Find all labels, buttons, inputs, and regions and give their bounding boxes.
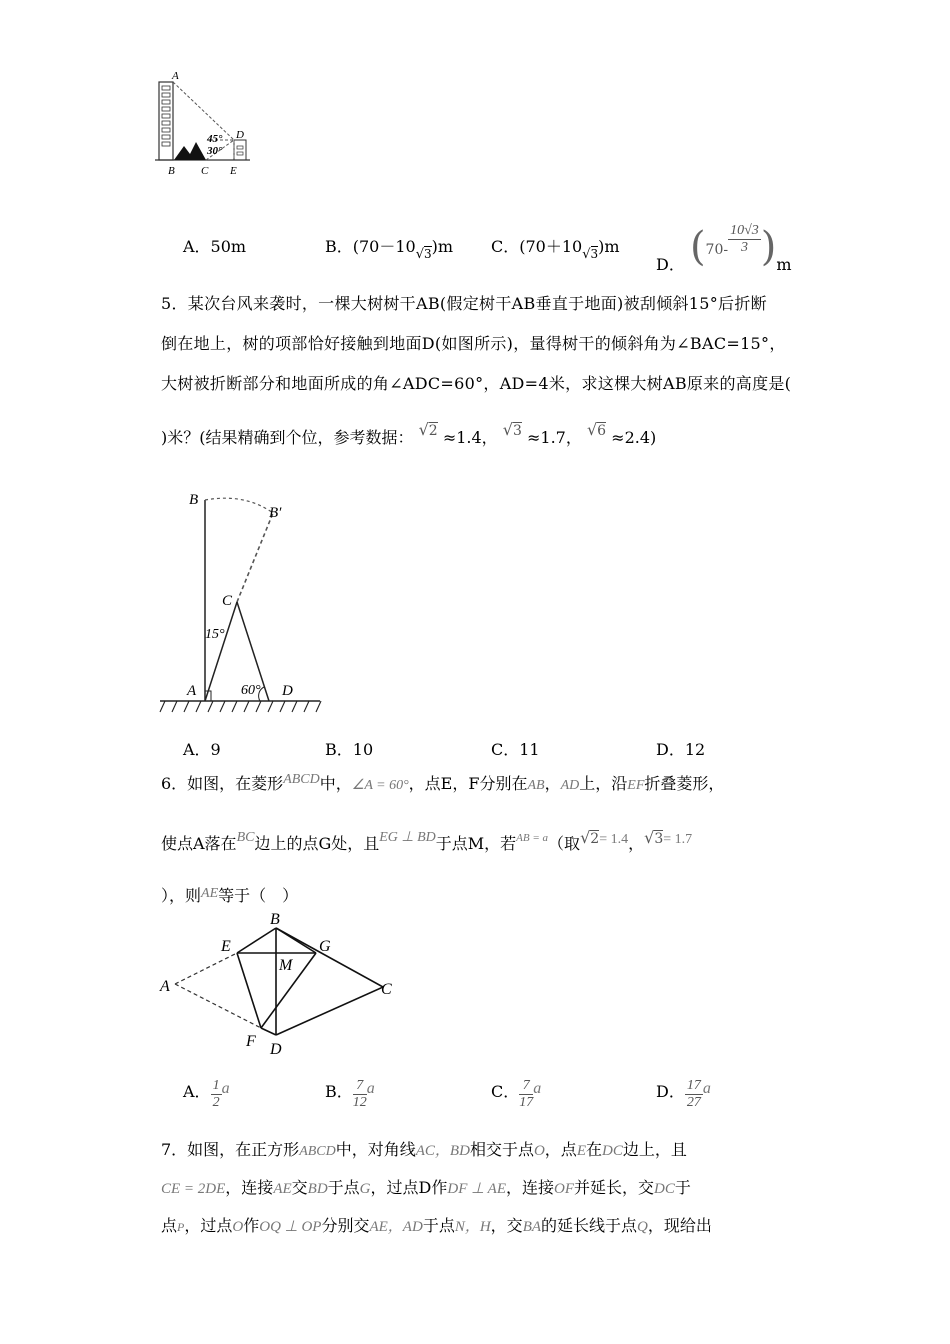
q5-figure: [155, 485, 330, 720]
q5-label-d: D: [282, 683, 293, 699]
q5-angle-60: 60°: [241, 683, 261, 698]
q5-angle-15: 15°: [205, 627, 225, 642]
q6-figure: [155, 910, 405, 1060]
sqrt-icon: √: [415, 247, 425, 262]
q5-label-a: A: [187, 683, 197, 699]
q5-option-d[interactable]: D．12: [656, 740, 706, 759]
q6-line-2: 使点A落在BC边上的点G处，且EG ⊥ BD于点M，若$^{AB = a}$（取√2= 1.4，√3= 1.7: [161, 828, 693, 853]
q5-label-bp: B′: [269, 505, 282, 521]
q5-line-3: 大树被折断部分和地面所成的角∠ADC=60°，AD=4米，求这棵大树AB原来的高度是(: [161, 374, 792, 393]
q6-label-b: B: [270, 911, 280, 928]
q5-line-2: 倒在地上，树的项部恰好接触到地面D(如图所示)，量得树干的倾斜角为∠BAC=15°，: [161, 334, 786, 353]
q4-angle-45: 45°: [207, 133, 223, 145]
sqrt-icon: √: [586, 420, 598, 439]
q4-label-c: C: [201, 165, 209, 177]
left-paren-icon: (: [689, 224, 706, 270]
sqrt-icon: √: [418, 420, 429, 439]
sqrt-icon: √: [644, 828, 655, 847]
q4-option-b[interactable]: B．$(70-10_{√3})m$: [325, 237, 454, 262]
q6-label-m: M: [279, 957, 293, 974]
q6-label-c: C: [381, 981, 392, 998]
q7-line-1: 7．如图，在正方形ABCD中，对角线AC，BD相交于点O，点E在DC边上，且: [161, 1140, 687, 1159]
sqrt-icon: √: [502, 420, 513, 439]
q6-label-e: E: [221, 938, 231, 955]
q6-label-d: D: [270, 1041, 282, 1058]
q4-option-a[interactable]: A．50m: [183, 237, 247, 256]
q6-option-d[interactable]: D． $\frac{17}{27}$ a: [656, 1078, 711, 1110]
sqrt-icon: √: [582, 247, 591, 262]
q5-option-a[interactable]: A．9: [183, 740, 221, 759]
q6-option-a[interactable]: A． $\frac{1}{2}$ a: [183, 1078, 230, 1110]
q4-label-a: A: [172, 70, 179, 82]
q4-label-d: D: [236, 129, 244, 141]
q4-label-e: E: [230, 165, 237, 177]
q6-line-1: 6．如图，在菱形ABCD中，∠A = 60°，点E，F分别在AB，AD上，沿EF折叠菱形，: [161, 772, 725, 793]
q5-line-1: 5．某次台风来袭时，一棵大树树干AB(假定树干AB垂直于地面)被刮倾斜15°后折断: [161, 294, 767, 313]
sqrt-icon: √: [580, 828, 591, 847]
q5-option-b[interactable]: B．10: [325, 740, 374, 759]
q6-option-b[interactable]: B． $\frac{7}{12}$ a: [325, 1078, 375, 1110]
q6-label-g: G: [319, 938, 331, 955]
q4-figure: [150, 70, 260, 180]
q5-line-4: )米？(结果精确到个位，参考数据： √2 ≈1.4， √3 ≈1.7， √6 ≈2.4): [161, 420, 657, 447]
q5-option-c[interactable]: C．11: [491, 740, 540, 759]
q7-line-3: 点P，过点O作OQ ⊥ OP分别交AE，AD于点N，H，交BA的延长线于点Q，现给出: [161, 1216, 712, 1235]
q4-option-c[interactable]: C．$(70+10_{√3})m$: [491, 237, 620, 262]
q7-line-2: CE = 2DE，连接AE交BD于点G，过点D作DF ⊥ AE，连接OF并延长，交DC于: [161, 1178, 691, 1197]
q6-line-3: ），则AE等于（ ）: [161, 886, 299, 905]
q4-label-b: B: [168, 165, 175, 177]
right-paren-icon: ): [760, 224, 777, 270]
q4-option-d[interactable]: D． (70- $\frac{10√3}{3}$ )m: [656, 223, 792, 274]
q4-angle-30: 30°: [207, 145, 223, 157]
q5-label-b: B: [189, 492, 199, 508]
q6-option-c[interactable]: C． $\frac{7}{17}$ a: [491, 1078, 542, 1110]
q4-d-fraction: $\frac{10√3}{3}$: [730, 223, 759, 255]
q6-label-f: F: [246, 1033, 256, 1050]
q6-label-a: A: [160, 978, 170, 995]
q5-label-c: C: [222, 593, 233, 609]
